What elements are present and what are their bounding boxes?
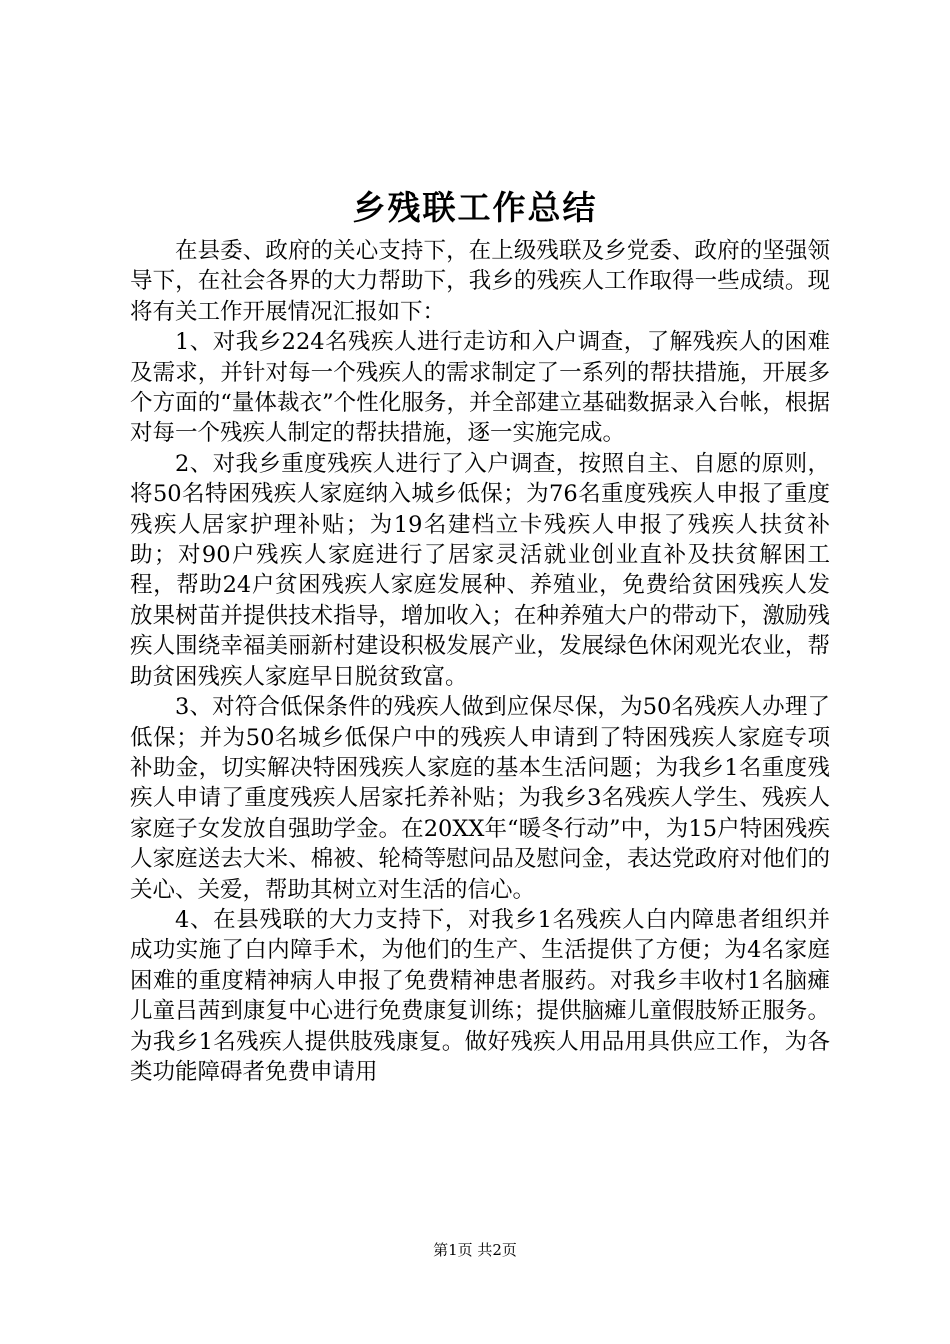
item-3-paragraph: 3、对符合低保条件的残疾人做到应保尽保，为50名残疾人办理了低保；并为50名城乡低保户中的残疾人申请到了特困残疾人家庭专项补助金，切实解决特困残疾人家庭的基本生活问题；为我乡1名重度残疾人申请了重度残疾人居家托养补贴；为我乡3名残疾人学生、残疾人家庭子女发放自强助学金。在20XX年“暖冬行动”中，为15户特困残疾人家庭送去大米、棉被、轮椅等慰问品及慰问金，表达党政府对他们的关心、关爱，帮助其树立对生活的信心。: [130, 694, 830, 903]
item-1-paragraph: 1、对我乡224名残疾人进行走访和入户调查，了解残疾人的困难及需求，并针对每一个残疾人的需求制定了一系列的帮扶措施，开展多个方面的“量体裁衣”个性化服务，并全部建立基础数据录入台帐，根据对每一个残疾人制定的帮扶措施，逐一实施完成。: [130, 329, 830, 447]
intro-paragraph: 在县委、政府的关心支持下，在上级残联及乡党委、政府的坚强领导下，在社会各界的大力帮助下，我乡的残疾人工作取得一些成绩。现将有关工作开展情况汇报如下：: [130, 238, 830, 325]
document-title: 乡残联工作总结: [352, 188, 598, 227]
document-body: [130, 236, 830, 1087]
item-4-paragraph: 4、在县残联的大力支持下，对我乡1名残疾人白内障患者组织并成功实施了白内障手术，为他们的生产、生活提供了方便；为4名家庭困难的重度精神病人申报了免费精神患者服药。对我乡丰收村1名脑瘫儿童吕茜到康复中心进行免费康复训练；提供脑瘫儿童假肢矫正服务。为我乡1名残疾人提供肢残康复。做好残疾人用品用具供应工作，为各类功能障碍者免费申请用: [130, 906, 830, 1085]
page-number-footer: 第1页 共2页: [433, 1241, 517, 1259]
item-2-paragraph: 2、对我乡重度残疾人进行了入户调查，按照自主、自愿的原则，将50名特困残疾人家庭纳入城乡低保；为76名重度残疾人申报了重度残疾人居家护理补贴；为19名建档立卡残疾人申报了残疾人扶贫补助；对90户残疾人家庭进行了居家灵活就业创业直补及扶贫解困工程，帮助24户贫困残疾人家庭发展种、养殖业，免费给贫困残疾人发放果树苗并提供技术指导，增加收入；在种养殖大户的带动下，激励残疾人围绕幸福美丽新村建设积极发展产业，发展绿色休闲观光农业，帮助贫困残疾人家庭早日脱贫致富。: [130, 450, 830, 690]
